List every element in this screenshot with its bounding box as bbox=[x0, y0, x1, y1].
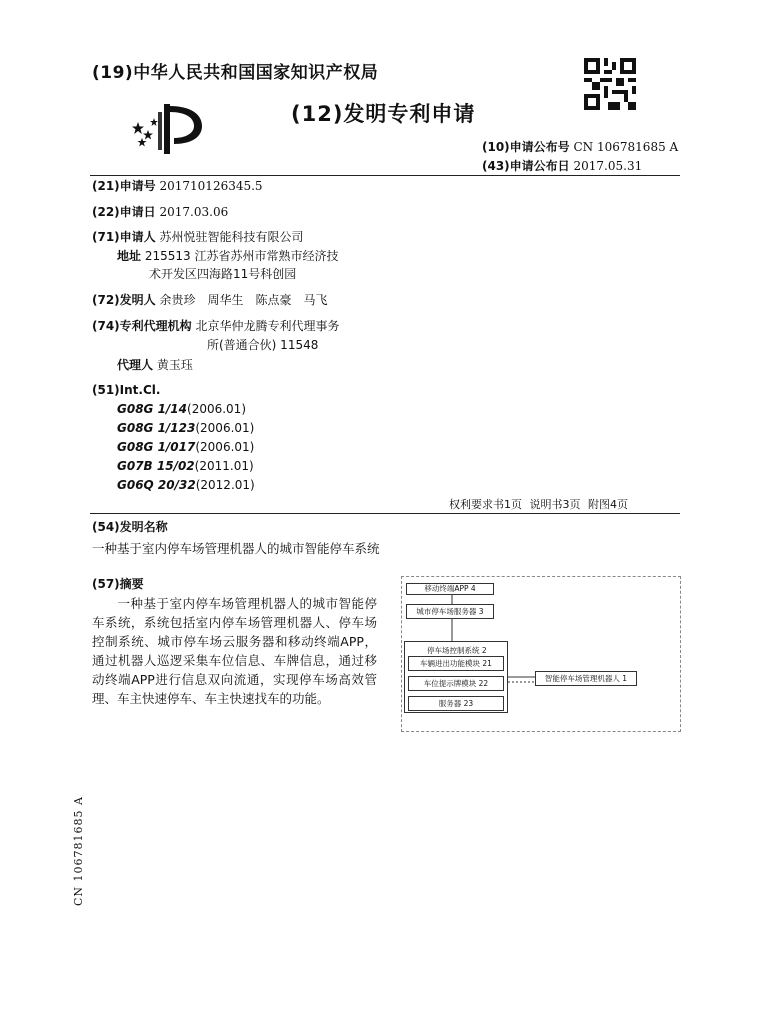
application-number-label: (21)申请号 bbox=[92, 179, 156, 193]
class-year: (2012.01) bbox=[195, 478, 255, 492]
invention-title-label: (54)发明名称 bbox=[92, 520, 168, 534]
page-counts: 权利要求书1页 说明书3页 附图4页 bbox=[449, 498, 628, 511]
invention-title: 一种基于室内停车场管理机器人的城市智能停车系统 bbox=[92, 541, 380, 556]
diagram-box-indicator: 车位提示牌模块 22 bbox=[408, 676, 504, 691]
address bbox=[117, 248, 338, 265]
patent-agency-label: (74)专利代理机构 bbox=[92, 319, 192, 333]
agent-value: 黄玉珏 bbox=[156, 358, 193, 372]
patent-office-name: (19)中华人民共和国国家知识产权局 bbox=[92, 63, 379, 83]
int-cl-label bbox=[92, 382, 160, 399]
applicant-label: (71)申请人 bbox=[92, 230, 156, 244]
abstract-body: 一种基于室内停车场管理机器人的城市智能停车系统，系统包括室内停车场管理机器人、停车场控制系统、城市停车场云服务器和移动终端APP，通过机器人巡逻采集车位信息、车牌信息，通过移动终端APP进行信息双向流通，实现停车场高效管理、车主快速停车、车主快速找车的功能。 bbox=[92, 596, 377, 706]
class-year: (2011.01) bbox=[194, 459, 254, 473]
class-code-text: G06Q 20/32 bbox=[117, 478, 196, 492]
class-code bbox=[117, 402, 246, 416]
agent bbox=[117, 357, 193, 374]
application-number bbox=[92, 178, 263, 195]
address-line-2: 术开发区四海路11号科创园 bbox=[149, 267, 297, 281]
patent-agency bbox=[92, 318, 340, 335]
system-diagram bbox=[401, 576, 681, 732]
agent-label: 代理人 bbox=[117, 358, 154, 372]
inventors-label: (72)发明人 bbox=[92, 293, 156, 307]
publication-date bbox=[482, 157, 642, 174]
diagram-box-mobile-app: 移动终端APP 4 bbox=[406, 583, 494, 595]
class-year: (2006.01) bbox=[187, 402, 247, 416]
class-code-text: G08G 1/14 bbox=[117, 402, 188, 416]
class-code-text: G08G 1/123 bbox=[117, 421, 196, 435]
applicant bbox=[92, 229, 304, 246]
inventors bbox=[92, 292, 328, 309]
publication-date-value: 2017.05.31 bbox=[573, 159, 643, 173]
int-cl-label-text: (51)Int.Cl. bbox=[92, 383, 161, 397]
diagram-box-city-server: 城市停车场服务器 3 bbox=[406, 604, 494, 619]
class-year: (2006.01) bbox=[195, 421, 255, 435]
class-code bbox=[117, 440, 254, 454]
application-number-value: 201710126345.5 bbox=[159, 179, 263, 193]
section-divider bbox=[90, 513, 680, 514]
application-date-label: (22)申请日 bbox=[92, 205, 156, 219]
class-year: (2006.01) bbox=[195, 440, 255, 454]
diagram-box-robot: 智能停车场管理机器人 1 bbox=[535, 671, 637, 686]
address-label: 地址 bbox=[117, 249, 142, 263]
application-date-value: 2017.03.06 bbox=[159, 205, 229, 219]
diagram-box-entry-exit: 车辆进出功能模块 21 bbox=[408, 656, 504, 671]
qr-code-icon bbox=[584, 58, 636, 110]
inventors-value: 余贵珍 周华生 陈点豪 马飞 bbox=[159, 293, 328, 307]
publication-number-label: (10)申请公布号 bbox=[482, 140, 570, 154]
publication-number bbox=[482, 138, 678, 155]
cnipa-logo-icon bbox=[124, 100, 208, 158]
class-code-text: G07B 15/02 bbox=[117, 459, 195, 473]
applicant-value: 苏州悦驻智能科技有限公司 bbox=[159, 230, 304, 244]
diagram-group-label: 停车场控制系统 2 bbox=[427, 646, 487, 655]
document-type-title: (12)发明专利申请 bbox=[291, 102, 476, 126]
spine-publication-number: CN 106781685 A bbox=[72, 796, 85, 906]
application-date bbox=[92, 204, 228, 221]
diagram-box-server: 服务器 23 bbox=[408, 696, 504, 711]
patent-agency-line-1: 北京华仲龙腾专利代理事务 bbox=[195, 319, 340, 333]
address-line-1: 215513 江苏省苏州市常熟市经济技 bbox=[144, 249, 339, 263]
class-code bbox=[117, 478, 255, 492]
publication-number-value: CN 106781685 A bbox=[573, 140, 679, 154]
publication-date-label: (43)申请公布日 bbox=[482, 159, 570, 173]
class-code bbox=[117, 459, 254, 473]
class-code-text: G08G 1/017 bbox=[117, 440, 196, 454]
abstract-text bbox=[92, 594, 377, 708]
patent-agency-line-2: 所(普通合伙) 11548 bbox=[207, 338, 319, 352]
class-code bbox=[117, 421, 254, 435]
header-divider bbox=[90, 175, 680, 176]
abstract-label: (57)摘要 bbox=[92, 577, 144, 591]
